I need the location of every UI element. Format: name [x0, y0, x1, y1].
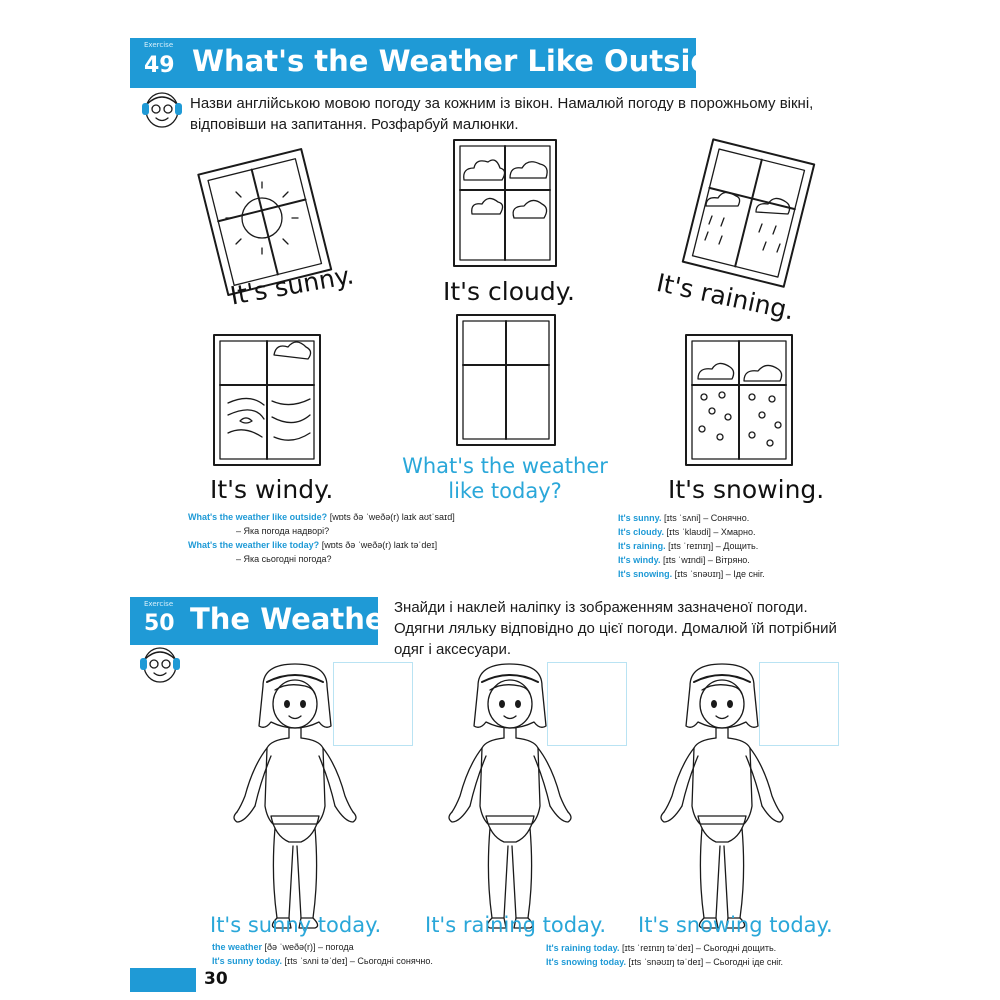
mascot-icon — [136, 642, 184, 688]
exercise-49-instruction — [190, 93, 870, 135]
window-windy — [210, 333, 325, 468]
page-number: 30 — [204, 969, 228, 989]
exercise-50-header — [130, 597, 399, 645]
vocab-line: What's the weather like outside? [wɒts ðə ˈweðə(r) laɪk aʊtˈsaɪd] — [188, 512, 455, 522]
exercise-49-label: Exercise — [144, 41, 174, 49]
exercise-49-number: 49 — [144, 53, 175, 78]
vocab-line: It's raining today. [ɪts ˈreɪnɪŋ təˈdeɪ] – Сьогодні дощить. — [546, 943, 777, 953]
exercise-49-vocab-left — [188, 510, 455, 566]
instruction-line: Одягни ляльку відповідно до цієї погоди. Домалюй їй потрібний — [394, 620, 837, 637]
instruction-line: одяг і аксесуари. — [394, 641, 512, 658]
instruction-line: Знайди і наклей наліпку із зображенням зазначеної погоди. — [394, 599, 808, 616]
exercise-49-vocab-right — [618, 511, 765, 581]
doll-caption: It's sunny today. — [210, 913, 382, 937]
doll-sunny — [215, 656, 375, 936]
window-caption: It's windy. — [210, 475, 334, 504]
vocab-line: – Яка погода надворі? — [236, 526, 330, 536]
exercise-50-label: Exercise — [144, 600, 174, 608]
vocab-line: What's the weather like today? [wɒts ðə ˈweðə(r) laɪk təˈdeɪ] — [188, 540, 438, 550]
question-line: What's the weather — [402, 454, 608, 478]
question-line: like today? — [448, 479, 562, 503]
instruction-line: відповівши на запитання. Розфарбуй малюнки. — [190, 116, 519, 133]
exercise-50-instruction — [394, 597, 874, 660]
instruction-line: Назви англійською мовою погоду за кожним із вікон. Намалюй погоду в порожньому вікні, — [190, 95, 814, 112]
vocab-line: It's snowing. [ɪts ˈsnəʊɪŋ] – Іде сніг. — [618, 569, 765, 579]
vocab-line: the weather [ðə ˈweðə(r)] – погода — [212, 942, 354, 952]
window-raining — [678, 140, 818, 290]
exercise-50-vocab-right — [546, 941, 783, 969]
doll-snowing — [642, 656, 802, 936]
exercise-49-title: What's the Weather Like Outside? — [192, 44, 748, 78]
window-caption: It's sunny. — [228, 260, 356, 311]
exercise-50-number: 50 — [144, 611, 175, 636]
window-empty — [453, 313, 558, 448]
vocab-line: It's sunny today. [ɪts ˈsʌni təˈdeɪ] – Сьогодні сонячно. — [212, 956, 433, 966]
wind-icon — [228, 342, 311, 440]
window-caption: It's cloudy. — [443, 277, 575, 306]
mascot-icon — [138, 87, 186, 133]
weather-question — [375, 454, 635, 504]
vocab-line: It's sunny. [ɪts ˈsʌni] – Сонячно. — [618, 513, 750, 523]
window-cloudy — [450, 138, 560, 268]
window-caption: It's raining. — [653, 268, 797, 326]
window-caption: It's snowing. — [668, 475, 825, 504]
exercise-50-title: The Weather — [190, 602, 399, 636]
vocab-line: – Яка сьогодні погода? — [236, 554, 332, 564]
doll-raining — [430, 656, 590, 936]
exercise-49-header — [130, 38, 748, 88]
vocab-line: It's raining. [ɪts ˈreɪnɪŋ] – Дощить. — [618, 541, 759, 551]
page-number-bar — [130, 968, 196, 992]
rain-icon — [705, 192, 790, 252]
vocab-line: It's cloudy. [ɪts ˈklaʊdi] – Хмарно. — [618, 527, 756, 537]
exercise-50-vocab-left — [212, 940, 433, 968]
window-snowing — [682, 333, 797, 468]
vocab-line: It's windy. [ɪts ˈwɪndi] – Вітряно. — [618, 555, 750, 565]
vocab-line: It's snowing today. [ɪts ˈsnəʊɪŋ təˈdeɪ] – Сьогодні іде сніг. — [546, 957, 783, 967]
doll-caption: It's raining today. — [425, 913, 607, 937]
doll-caption: It's snowing today. — [638, 913, 833, 937]
sun-icon — [226, 182, 298, 254]
